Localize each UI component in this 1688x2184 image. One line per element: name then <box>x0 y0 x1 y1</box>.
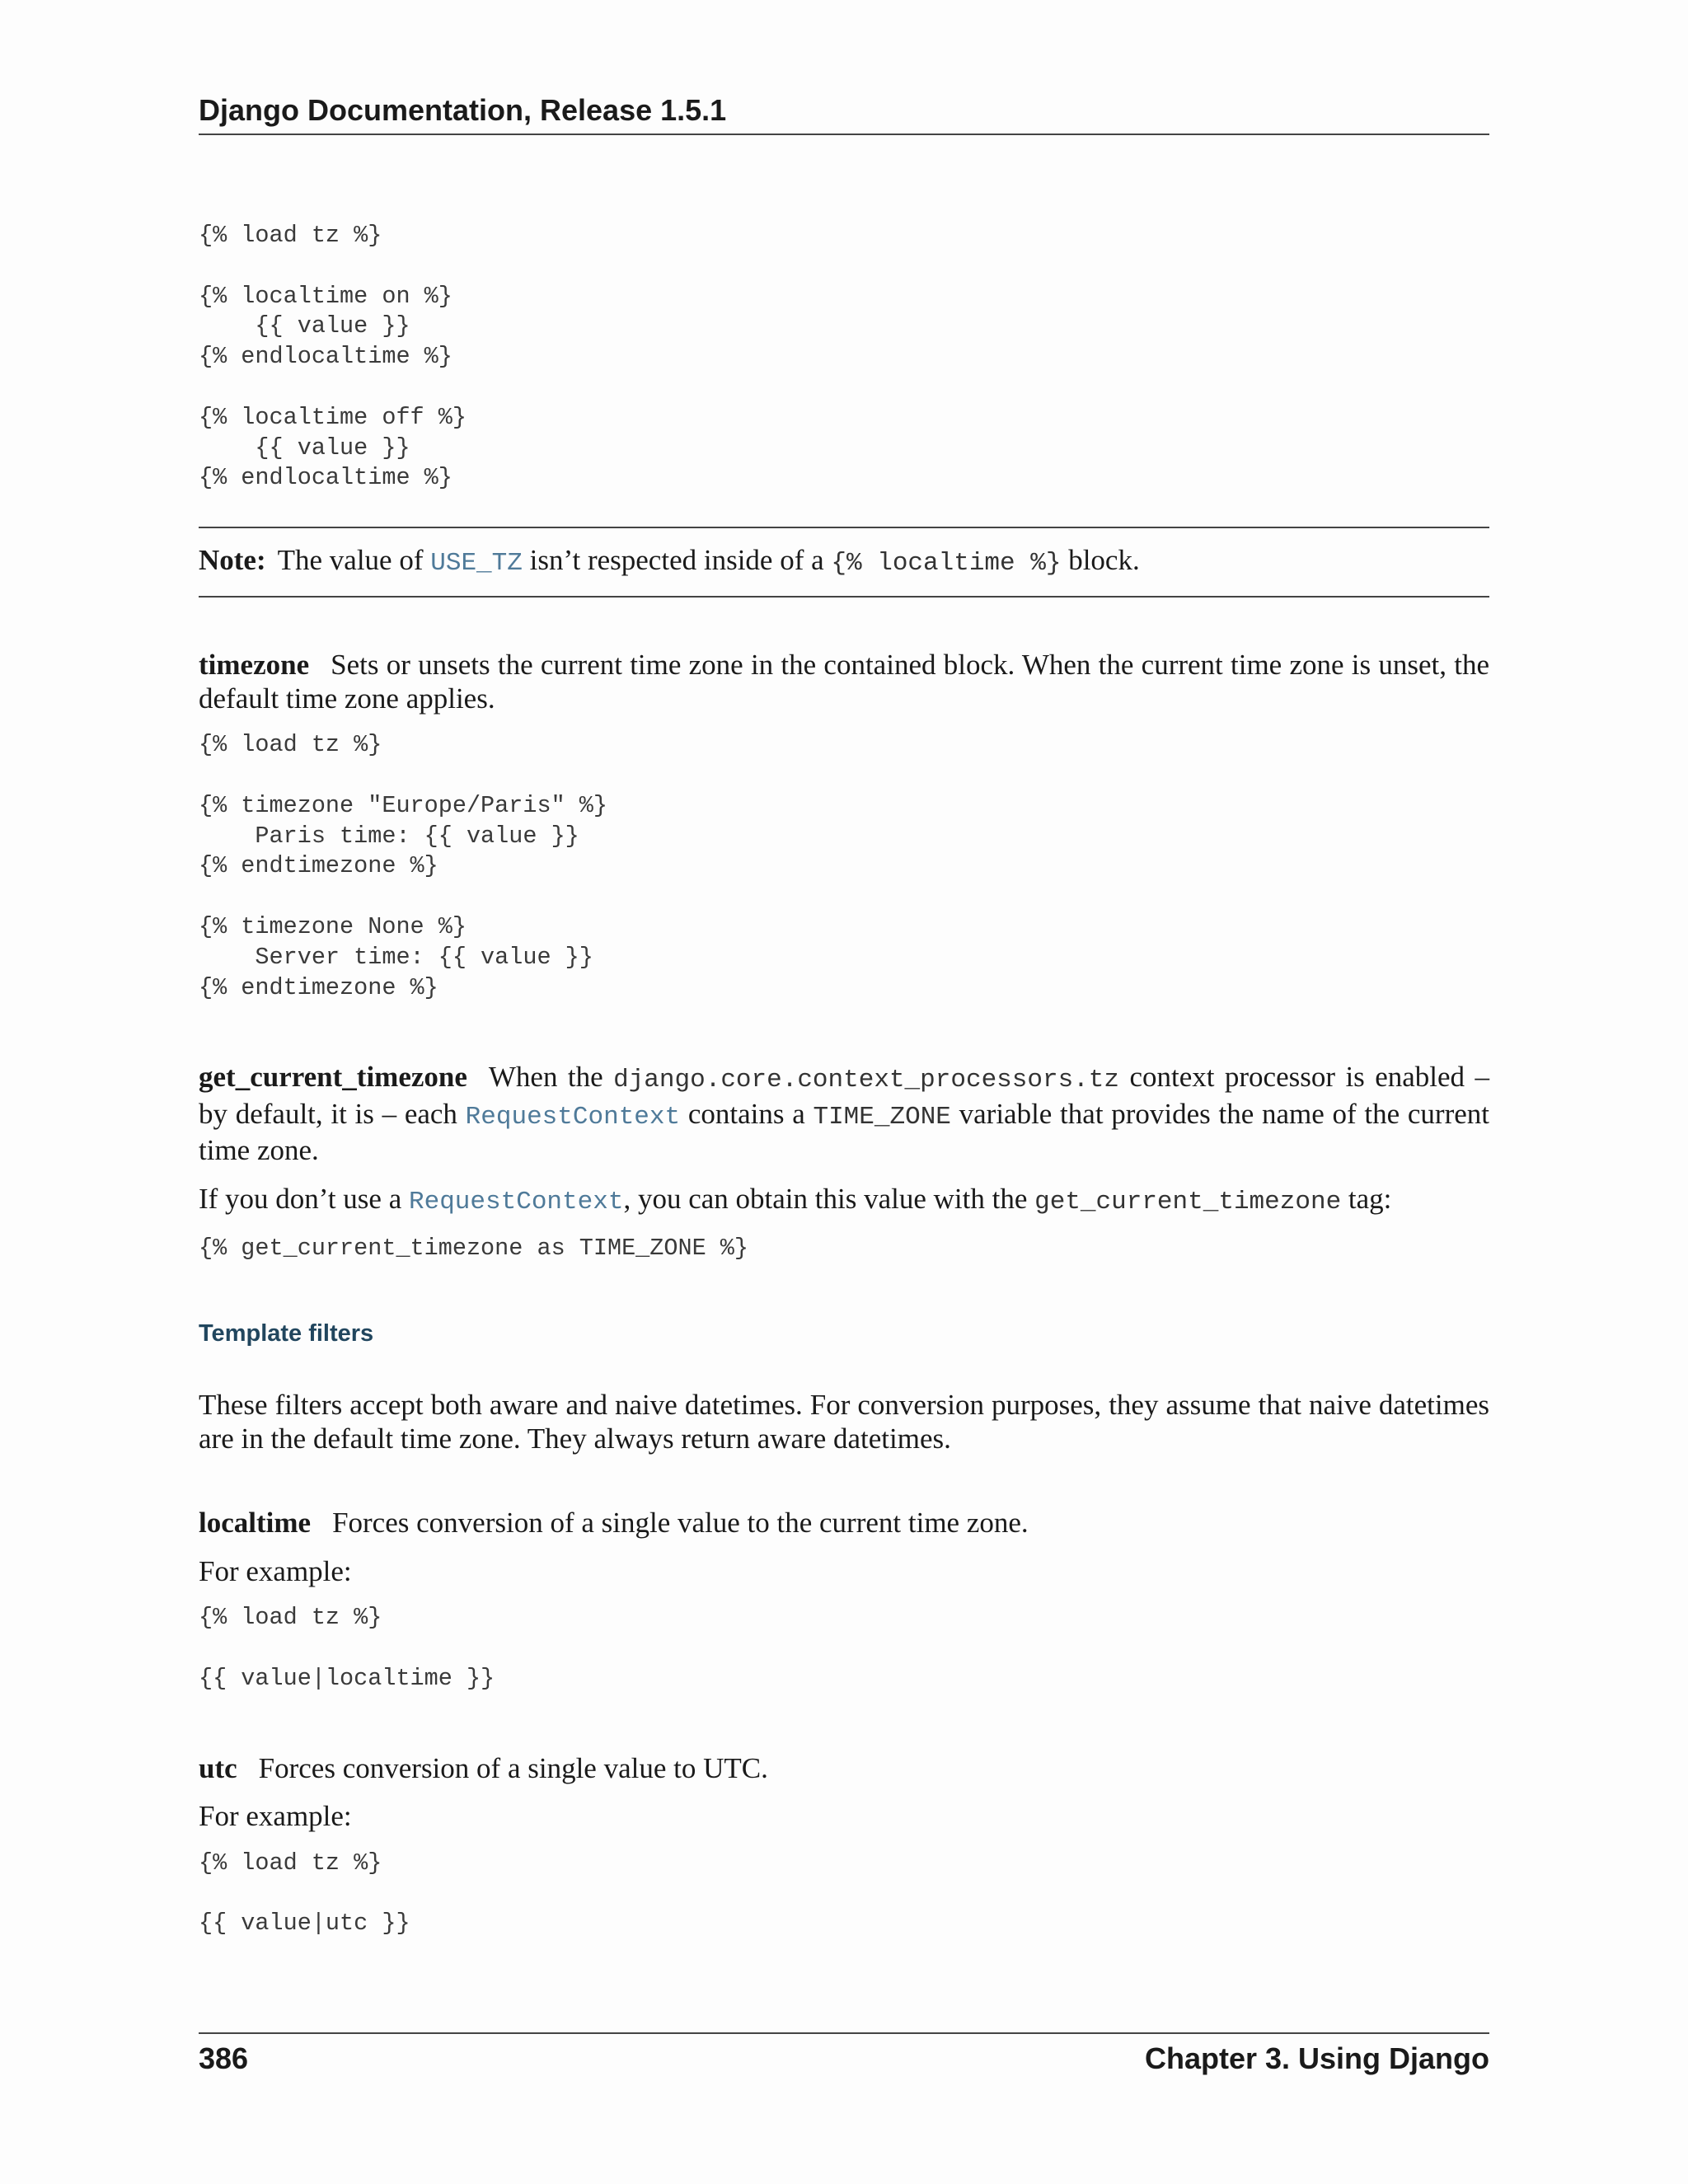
request-context-link-2[interactable]: RequestContext <box>409 1187 624 1216</box>
text-segment: contains a <box>680 1097 814 1130</box>
code-block-get-current-timezone: {% get_current_timezone as TIME_ZONE %} <box>199 1235 749 1263</box>
timezone-tag-definition <box>199 649 1489 715</box>
utc-term: utc <box>199 1751 237 1784</box>
get-current-timezone-term: get_current_timezone <box>199 1061 467 1094</box>
code-block-localtime-filter: {% load tz %} {{ value|localtime }} <box>199 1604 495 1692</box>
code-block-utc-filter: {% load tz %} {{ value|utc }} <box>199 1849 410 1938</box>
note-label: Note: <box>199 544 266 577</box>
note-text-before: The value of <box>277 544 431 577</box>
use-tz-link[interactable]: USE_TZ <box>430 549 523 579</box>
get-current-timezone-code: get_current_timezone <box>1034 1187 1342 1216</box>
text-segment: If you don’t use a <box>199 1182 409 1215</box>
note-text-after: block. <box>1061 544 1140 577</box>
text-segment: context processor is enabled – by default, it is – each <box>199 1061 1489 1130</box>
text-segment: When the <box>488 1061 614 1094</box>
utc-description: Forces conversion of a single value to UTC. <box>258 1751 768 1784</box>
text-segment: tag: <box>1341 1182 1392 1215</box>
utc-example-label: For example: <box>199 1800 352 1833</box>
localtime-example-label: For example: <box>199 1554 352 1587</box>
time-zone-code: TIME_ZONE <box>813 1102 951 1132</box>
note-text-middle: isn’t respected inside of a <box>522 544 832 577</box>
text-segment: variable that provides the name of the current time zone. <box>199 1097 1489 1167</box>
page-footer <box>199 2032 1489 2077</box>
page-body <box>199 92 1489 1939</box>
text-segment: , you can obtain this value with the <box>623 1182 1035 1215</box>
localtime-term: localtime <box>199 1507 312 1540</box>
localtime-description: Forces conversion of a single value to the current time zone. <box>332 1507 1029 1540</box>
get-current-timezone-paragraph <box>199 1183 1489 1220</box>
page-number: 386 <box>199 2041 249 2075</box>
section-heading-template-filters: Template filters <box>199 1320 374 1347</box>
code-block-timezone-tag: {% load tz %} {% timezone "Europe/Paris" %} Paris time: {{ value }} {% endtimezone %} {% timezone None %} Server time: {{ value }} {% endtimezone %} <box>199 731 607 1001</box>
get-current-timezone-definition <box>199 1061 1489 1168</box>
timezone-description: Sets or unsets the current time zone in the contained block. When the current time zone is unset, the default time zone applies. <box>199 649 1489 715</box>
code-block-localtime-tag: {% load tz %} {% localtime on %} {{ value }} {% endlocaltime %} {% localtime off %} {{ value }} {% endlocaltime %} <box>199 222 467 492</box>
localtime-filter-definition <box>199 1507 1489 1540</box>
chapter-title: Chapter 3. Using Django <box>1144 2041 1489 2075</box>
timezone-term: timezone <box>199 649 310 682</box>
running-header: Django Documentation, Release 1.5.1 <box>199 92 1489 135</box>
note-box <box>199 527 1489 598</box>
template-filters-intro: These filters accept both aware and naive datetimes. For conversion purposes, they assume that naive datetimes are in the default time zone. They always return aware datetimes. <box>199 1389 1489 1455</box>
request-context-link[interactable]: RequestContext <box>465 1102 681 1132</box>
note-inline-code: {% localtime %} <box>831 549 1062 579</box>
utc-filter-definition <box>199 1752 1489 1786</box>
context-processor-code: django.core.context_processors.tz <box>613 1066 1119 1095</box>
